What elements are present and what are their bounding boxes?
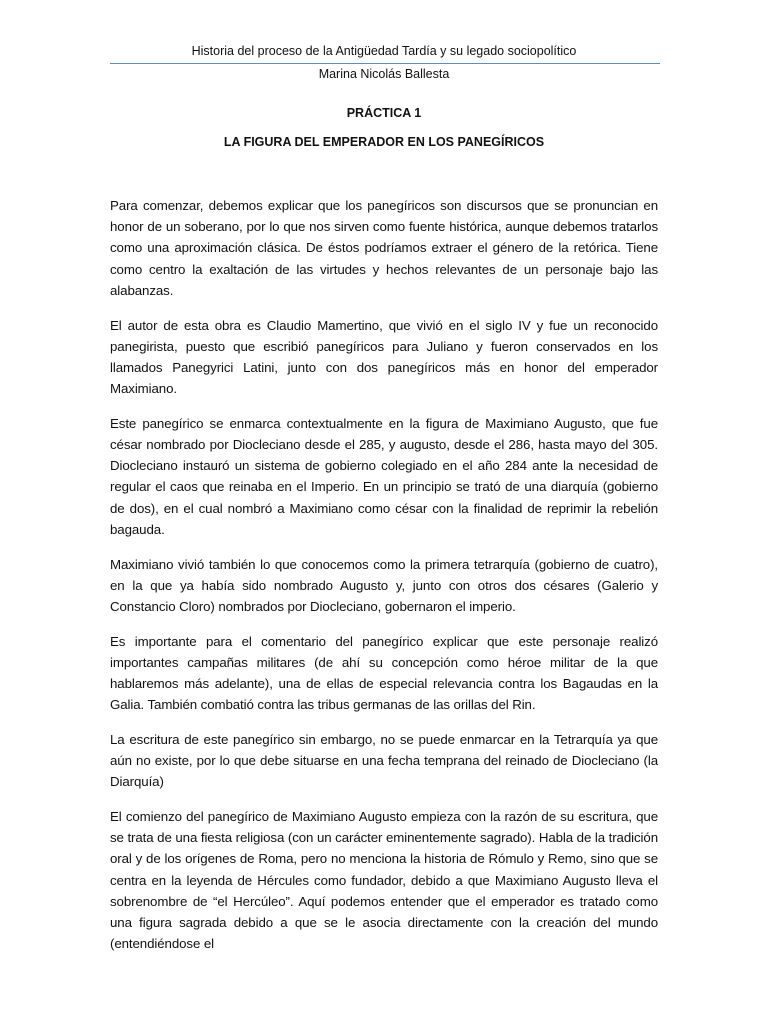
paragraph: Es importante para el comentario del panegírico explicar que este personaje realizó importantes campañas militares (de ahí su concepción como héroe militar de la que hablaremos más adelante), una de ellas de especial relevancia contra los Bagaudas en la Galia. También combatió contra las tribus germanas de las orillas del Rin. — [110, 633, 658, 713]
paragraph: El autor de esta obra es Claudio Mamertino, que vivió en el siglo IV y fue un reconocido panegirista, puesto que escribió panegíricos para Juliano y fueron conservados en los llamados Panegyrici Latini, junto con dos panegíricos más en honor del emperador Maximiano. — [110, 317, 658, 397]
header-divider — [110, 63, 660, 64]
body-text — [110, 195, 658, 968]
author-name: Marina Nicolás Ballesta — [318, 67, 450, 81]
paragraph: El comienzo del panegírico de Maximiano Augusto empieza con la razón de su escritura, que se trata de una fiesta religiosa (con un carácter eminentemente sagrado). Habla de la tradición oral y de los orígenes de Roma, pero no menciona la historia de Rómulo y Remo, sino que se centra en la leyenda de Hércules como fundador, debido a que Maximiano Augusto lleva el sobrenombre de “el Hercúleo”. Aquí podemos entender que el emperador es tratado como una figura sagrada debido a que se le asocia directamente con la creación del mundo (entendiéndose el — [110, 809, 658, 952]
paragraph: Maximiano vivió también lo que conocemos como la primera tetrarquía (gobierno de cuatro), en la que ya había sido nombrado Augusto y, junto con otros dos césares (Galerio y Constancio Cloro) nombrados por Diocleciano, gobernaron el imperio. — [110, 556, 658, 614]
paragraph: Este panegírico se enmarca contextualmente en la figura de Maximiano Augusto, que fue césar nombrado por Diocleciano desde el 285, y augusto, desde el 286, hasta mayo del 305. Diocleciano instauró un sistema de gobierno colegiado en el año 284 ante la necesidad de regular el caos que reinaba en el Imperio. En un principio se trató de una diarquía (gobierno de dos), en el cual nombró a Maximiano como césar con la finalidad de reprimir la rebelión bagauda. — [110, 415, 658, 537]
practice-label: PRÁCTICA 1 — [346, 106, 422, 120]
paragraph: La escritura de este panegírico sin embargo, no se puede enmarcar en la Tetrarquía ya que aún no existe, por lo que debe situarse en una fecha temprana del reinado de Diocleciano (la Diarquía) — [110, 731, 658, 790]
running-header-title: Historia del proceso de la Antigüedad Tardía y su legado sociopolítico — [191, 44, 577, 58]
paragraph: Para comenzar, debemos explicar que los panegíricos son discursos que se pronuncian en honor de un soberano, por lo que nos sirven como fuente histórica, aunque debemos tratarlos como una aproximación clásica. De éstos podríamos extraer el género de la retórica. Tiene como centro la exaltación de las virtudes y hechos relevantes de un personaje bajo las alabanzas. — [110, 198, 658, 298]
document-title: LA FIGURA DEL EMPERADOR EN LOS PANEGÍRICOS — [223, 135, 545, 149]
